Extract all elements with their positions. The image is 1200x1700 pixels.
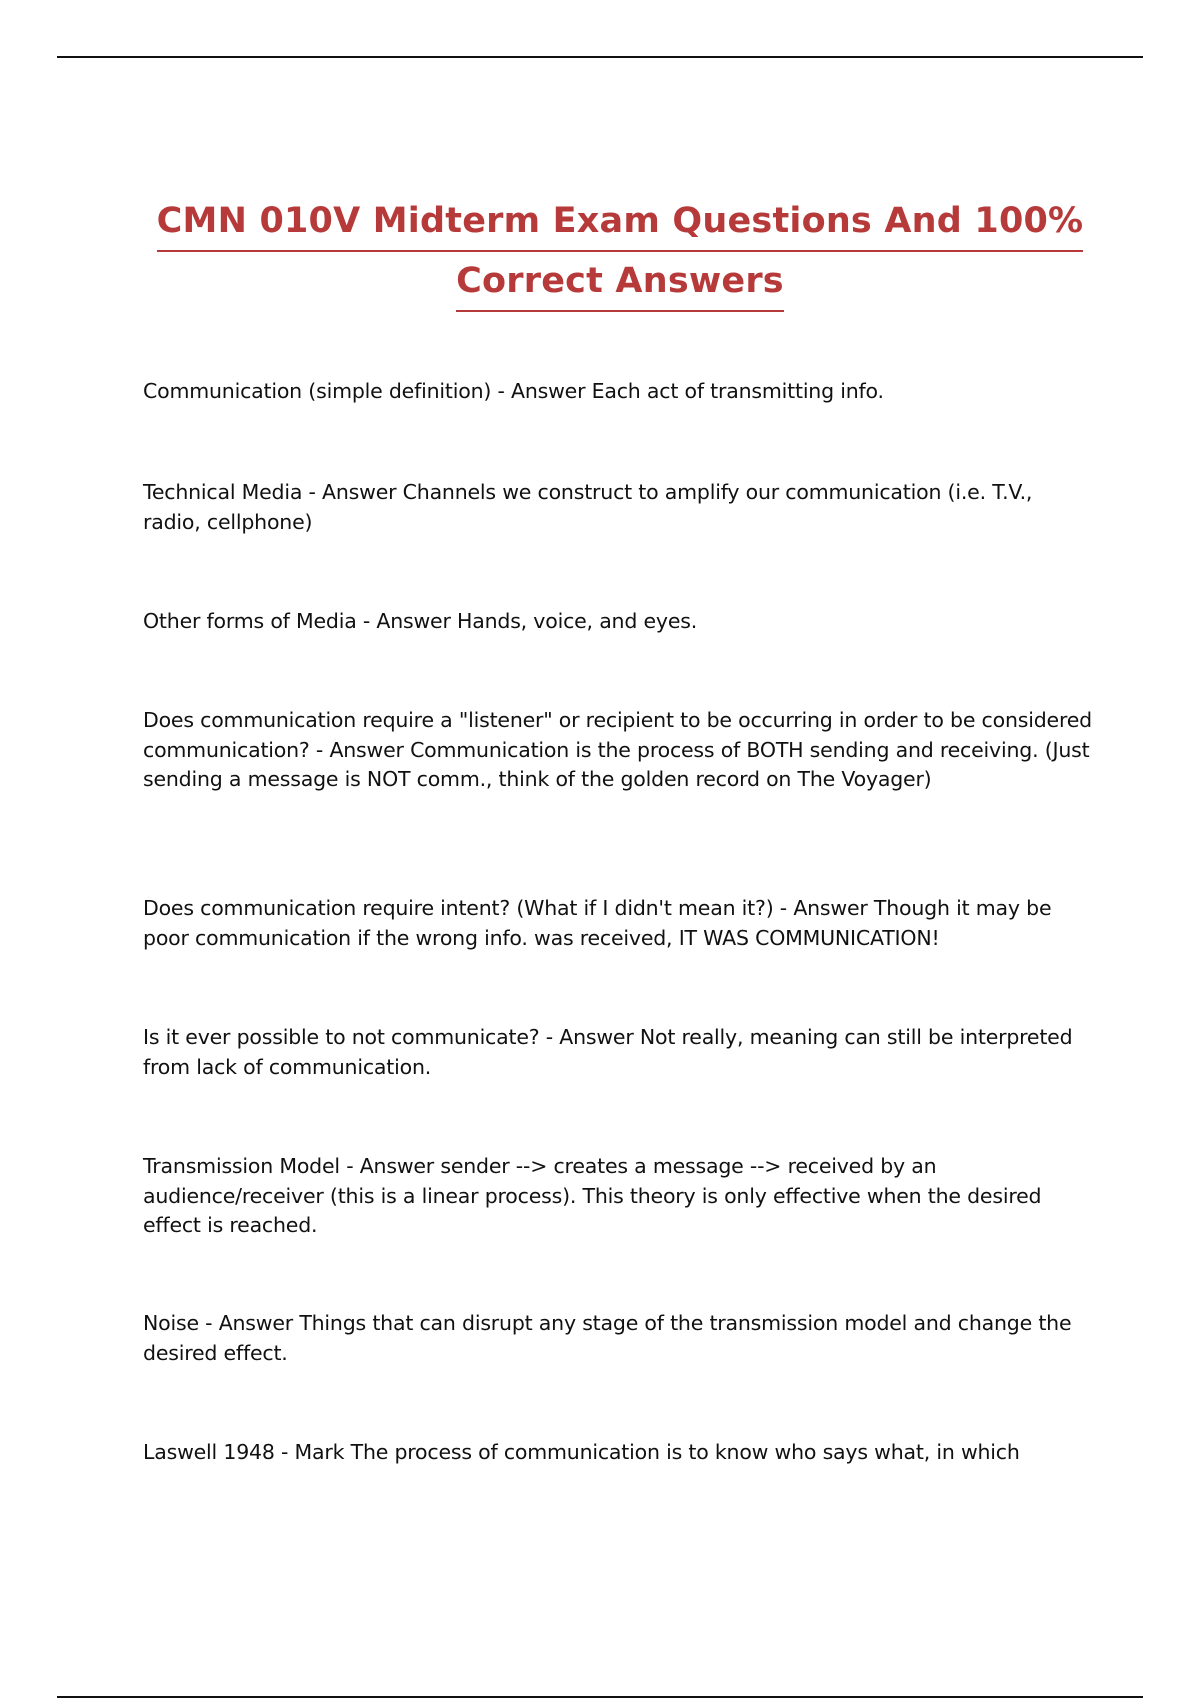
title-line-2: Correct Answers xyxy=(456,252,784,312)
qa-item: Noise - Answer Things that can disrupt any stage of the transmission model and change the desired effect. xyxy=(143,1311,1072,1365)
qa-item: Communication (simple definition) - Answer Each act of transmitting info. xyxy=(143,379,884,403)
qa-item: Does communication require intent? (What if I didn't mean it?) - Answer Though it may be poor communication if the wrong info. was received, IT WAS COMMUNICATION! xyxy=(143,896,1052,950)
qa-item: Transmission Model - Answer sender --> creates a message --> received by an audience/receiver (this is a linear process). This theory is only effective when the desired effect is reached. xyxy=(143,1154,1042,1237)
qa-item: Does communication require a "listener" or recipient to be occurring in order to be considered communication? - Answer Communication is the process of BOTH sending and receiving. (Just sending a message is NOT comm., think of the golden record on The Voyager) xyxy=(143,708,1092,791)
qa-item: Is it ever possible to not communicate? - Answer Not really, meaning can still be interpreted from lack of communication. xyxy=(143,1025,1073,1079)
title-line-1: CMN 010V Midterm Exam Questions And 100% xyxy=(157,192,1084,252)
document-title xyxy=(140,192,1100,312)
qa-item: Other forms of Media - Answer Hands, voice, and eyes. xyxy=(143,609,698,633)
page-bottom-rule xyxy=(57,1696,1143,1698)
page-top-rule xyxy=(57,56,1143,58)
qa-item: Technical Media - Answer Channels we construct to amplify our communication (i.e. T.V., radio, cellphone) xyxy=(143,480,1033,534)
qa-item: Laswell 1948 - Mark The process of communication is to know who says what, in which xyxy=(143,1440,1020,1464)
